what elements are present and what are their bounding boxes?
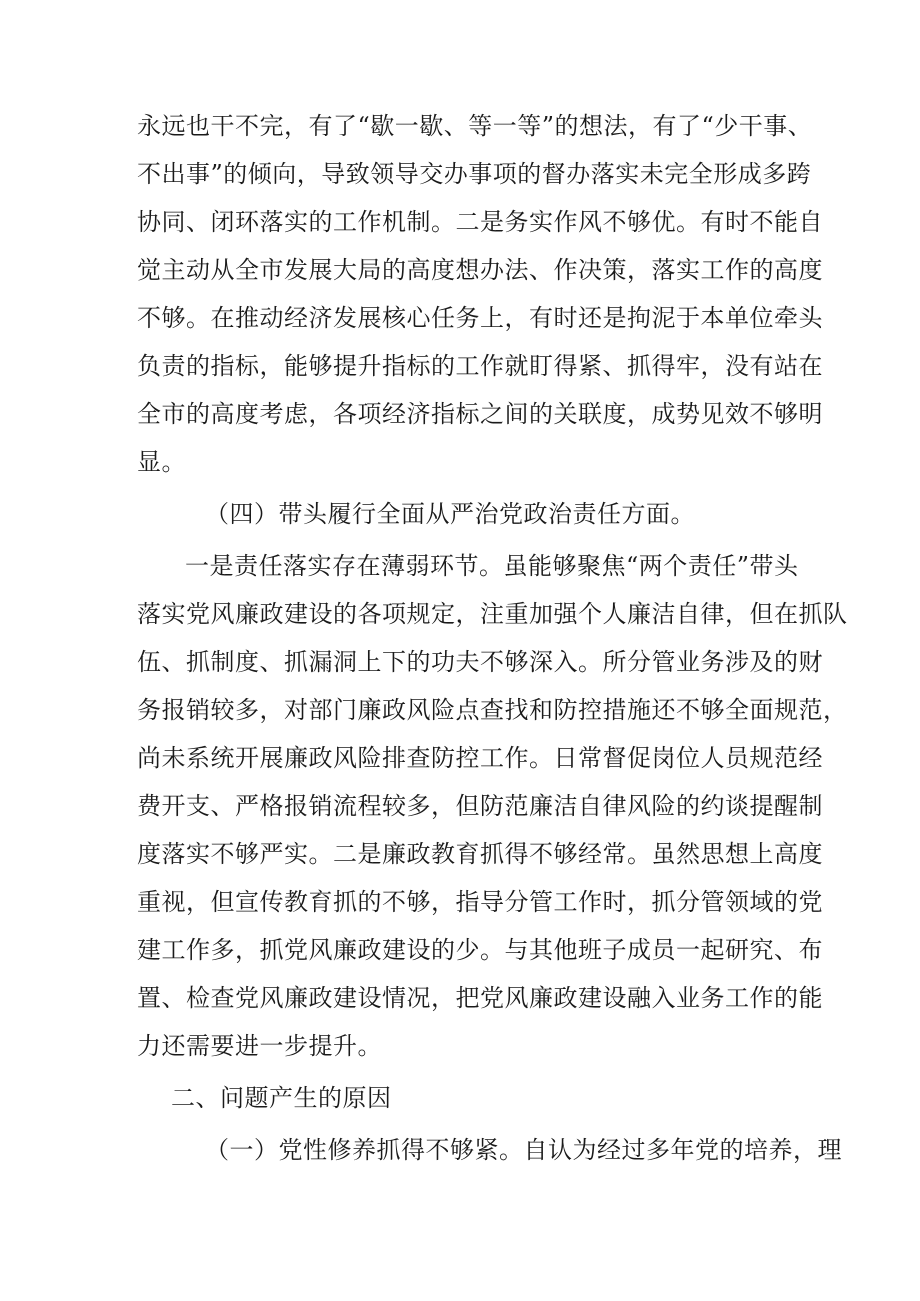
- text-line: 建工作多，抓党风廉政建设的少。与其他班子成员一起研究、布: [137, 936, 823, 964]
- text-line: 尚未系统开展廉政风险排查防控工作。日常督促岗位人员规范经: [137, 744, 823, 772]
- section-heading-4: （四）带头履行全面从严治党政治责任方面。: [205, 500, 695, 528]
- text-line: 重视，但宣传教育抓的不够，指导分管工作时，抓分管领域的党: [137, 888, 823, 916]
- text-line: 度落实不够严实。二是廉政教育抓得不够经常。虽然思想上高度: [137, 840, 823, 868]
- text-line: 不够。在推动经济发展核心任务上，有时还是拘泥于本单位牵头: [137, 304, 823, 332]
- text-line: 置、检查党风廉政建设情况，把党风廉政建设融入业务工作的能: [137, 984, 823, 1012]
- document-body: [137, 102, 848, 1174]
- paragraph-continued: [137, 102, 823, 486]
- text-line: 觉主动从全市发展大局的高度想办法、作决策，落实工作的高度: [137, 256, 823, 284]
- text-line: 永远也干不完，有了“歇一歇、等一等”的想法，有了“少干事、: [137, 112, 813, 140]
- text-line: 不出事”的倾向，导致领导交办事项的督办落实未完全形成多跨: [137, 160, 812, 188]
- text-line: 伍、抓制度、抓漏洞上下的功夫不够深入。所分管业务涉及的财: [137, 648, 823, 676]
- text-line: 力还需要进一步提升。: [137, 1032, 382, 1060]
- text-line: 落实党风廉政建设的各项规定，注重加强个人廉洁自律，但在抓队: [137, 600, 848, 628]
- text-line: 负责的指标，能够提升指标的工作就盯得紧、抓得牢，没有站在: [137, 352, 823, 380]
- text-line: 协同、闭环落实的工作机制。二是务实作风不够优。有时不能自: [137, 208, 823, 236]
- section-2-heading: 二、问题产生的原因: [171, 1084, 392, 1112]
- text-line: 显。: [137, 448, 186, 476]
- text-line: 全市的高度考虑，各项经济指标之间的关联度，成势见效不够明: [137, 400, 823, 428]
- text-line: 务报销较多，对部门廉政风险点查找和防控措施还不够全面规范，: [137, 696, 848, 724]
- paragraph-responsibility: [137, 542, 848, 1070]
- text-line: 费开支、严格报销流程较多，但防范廉洁自律风险的约谈提醒制: [137, 792, 823, 820]
- text-line: 一是责任落实存在薄弱环节。虽能够聚焦“两个责任”带头: [185, 552, 799, 580]
- paragraph-causes: [137, 1126, 842, 1174]
- text-line: （一）党性修养抓得不够紧。自认为经过多年党的培养，理: [205, 1136, 842, 1164]
